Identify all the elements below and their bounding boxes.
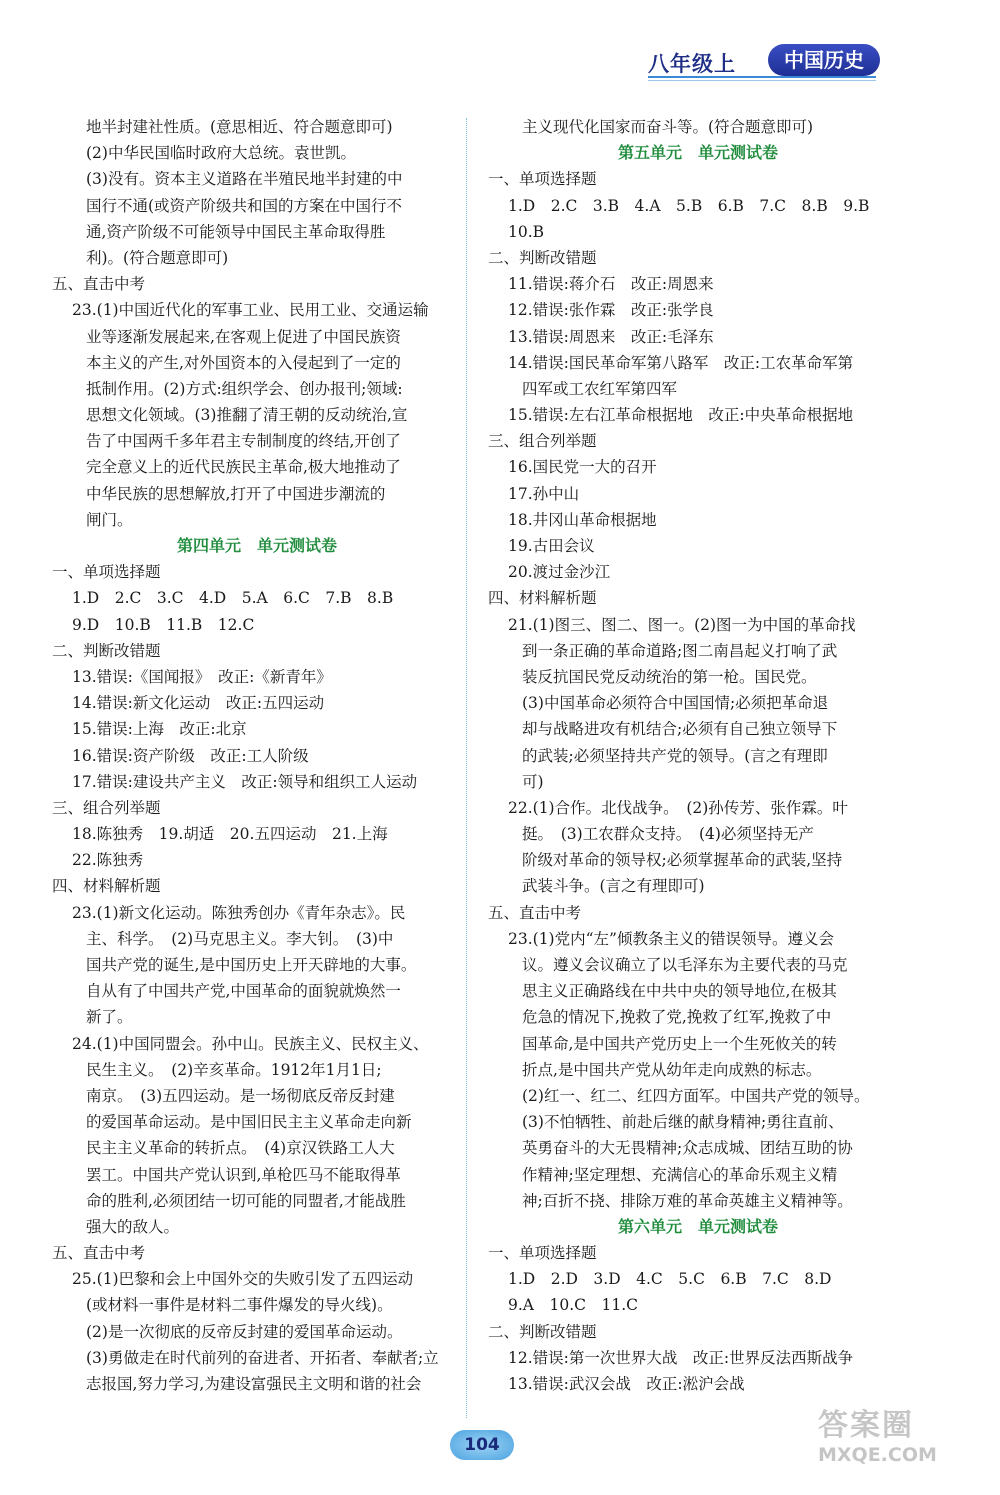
answer-line: (3)不怕牺牲、前赴后继的献身精神;勇往直前、	[522, 1113, 844, 1132]
answer-line: 23.(1)中国近代化的军事工业、民用工业、交通运输	[72, 301, 429, 320]
answer-line: 12.错误:第一次世界大战 改正:世界反法西斯战争	[508, 1348, 854, 1367]
header-grade: 八年级上	[648, 52, 736, 76]
section-heading: 一、单项选择题	[488, 170, 597, 189]
section-heading: 二、判断改错题	[52, 641, 161, 660]
answer-line: 的武装;必须坚持共产党的领导。(言之有理即	[522, 746, 828, 765]
answer-line: 思想文化领域。(3)推翻了清王朝的反动统治,宣	[86, 406, 408, 425]
answer-line: 25.(1)巴黎和会上中国外交的失败引发了五四运动	[72, 1270, 414, 1289]
answer-line: 22.(1)合作。北伐战争。 (2)孙传芳、张作霖。叶	[508, 798, 848, 817]
answer-line: 国共产党的诞生,是中国历史上开天辟地的大事。	[86, 956, 417, 974]
answer-line: 四军或工农红军第四军	[522, 379, 678, 398]
section-heading: 二、判断改错题	[488, 248, 597, 267]
answer-line: (2)是一次彻底的反帝反封建的爱国革命运动。	[86, 1322, 403, 1341]
answer-line: 地半封建社性质。(意思相近、符合题意即可)	[86, 118, 393, 136]
left-column	[52, 114, 462, 1397]
section-heading: 一、单项选择题	[488, 1244, 597, 1263]
page-number: 104	[450, 1430, 514, 1460]
section-heading: 一、单项选择题	[52, 563, 161, 582]
section-heading: 四、材料解析题	[488, 589, 597, 608]
answer-line: 23.(1)新文化运动。陈独秀创办《青年杂志》。民	[72, 903, 406, 922]
answer-line: 新了。	[86, 1008, 133, 1027]
answer-line: 13.错误:周恩来 改正:毛泽东	[508, 327, 714, 346]
answer-line: 主义现代化国家而奋斗等。(符合题意即可)	[522, 118, 814, 136]
answer-line: 21.(1)图三、图二、图一。(2)图一为中国的革命找	[508, 615, 856, 634]
answer-line: 17.孙中山	[508, 484, 580, 503]
answer-line: (或材料一事件是材料二事件爆发的导火线)。	[86, 1296, 393, 1315]
answer-line: (2)红一、红二、红四方面军。中国共产党的领导。	[522, 1086, 870, 1105]
unit-heading: 第五单元 单元测试卷	[617, 143, 778, 163]
watermark-logo	[818, 1400, 968, 1480]
answer-line: 14.错误:新文化运动 改正:五四运动	[72, 694, 325, 713]
answer-line: 9.A 10.C 11.C	[508, 1296, 639, 1315]
section-heading: 三、组合列举题	[52, 798, 161, 817]
answer-line: 10.B	[508, 222, 545, 241]
watermark-bottom-text: MXQE.COM	[818, 1444, 937, 1466]
answer-line: 装反抗国民党反动统治的第一枪。国民党。	[522, 667, 817, 686]
answer-line: 罢工。中国共产党认识到,单枪匹马不能取得革	[86, 1165, 401, 1184]
answer-line: 危急的情况下,挽救了党,挽救了红军,挽救了中	[522, 1008, 832, 1027]
answer-line: 通,资产阶级不可能领导中国民主革命取得胜	[86, 222, 386, 241]
answer-line: 的爱国革命运动。是中国旧民主主义革命走向新	[86, 1113, 412, 1132]
answer-line: 24.(1)中国同盟会。孙中山。民族主义、民权主义、	[72, 1034, 429, 1053]
answer-line: 国行不通(或资产阶级共和国的方案在中国行不	[86, 196, 403, 215]
answer-line: 到一条正确的革命道路;图二南昌起义打响了武	[522, 641, 838, 660]
answer-line: 16.错误:资产阶级 改正:工人阶级	[72, 746, 309, 765]
answer-line: 阶级对革命的领导权;必须掌握革命的武装,坚持	[522, 851, 843, 870]
answer-line: 却与战略进攻有机结合;必须有自己独立领导下	[522, 720, 838, 739]
answer-line: 武装斗争。(言之有理即可)	[522, 877, 705, 896]
answer-line: 南京。 (3)五四运动。是一场彻底反帝反封建	[86, 1086, 395, 1105]
answer-line: 抵制作用。(2)方式:组织学会、创办报刊;领域:	[86, 379, 403, 398]
answer-line: 强大的敌人。	[86, 1217, 180, 1236]
answer-line: 1.D 2.C 3.C 4.D 5.A 6.C 7.B 8.B	[72, 589, 394, 608]
unit-heading: 第六单元 单元测试卷	[617, 1216, 778, 1236]
answer-line: 13.错误:《国闻报》 改正:《新青年》	[72, 667, 332, 686]
answer-line: 中华民族的思想解放,打开了中国进步潮流的	[86, 484, 386, 503]
answer-line: 自从有了中国共产党,中国革命的面貌就焕然一	[86, 982, 401, 1001]
answer-line: 闸门。	[86, 510, 133, 529]
answer-line: 15.错误:左右江革命根据地 改正:中央革命根据地	[508, 406, 854, 425]
answer-line: (3)没有。资本主义道路在半殖民地半封建的中	[86, 170, 403, 189]
answer-line: 作精神;坚定理想、充满信心的革命乐观主义精	[522, 1165, 838, 1184]
section-heading: 二、判断改错题	[488, 1322, 597, 1341]
answer-line: 9.D 10.B 11.B 12.C	[72, 615, 255, 634]
answer-line: 可)	[522, 772, 544, 791]
section-heading: 三、组合列举题	[488, 432, 597, 451]
answer-line: 15.错误:上海 改正:北京	[72, 720, 247, 739]
answer-line: 民生主义。 (2)辛亥革命。1912年1月1日;	[86, 1060, 382, 1079]
answer-line: 利)。(符合题意即可)	[86, 248, 229, 267]
answer-line: 本主义的产生,对外国资本的入侵起到了一定的	[86, 353, 401, 372]
answer-line: 18.井冈山革命根据地	[508, 510, 657, 529]
answer-line: 23.(1)党内“左”倾教条主义的错误领导。遵义会	[508, 929, 834, 948]
answer-line: 14.错误:国民革命军第八路军 改正:工农革命军第	[508, 353, 854, 372]
answer-line: 18.陈独秀 19.胡适 20.五四运动 21.上海	[72, 825, 388, 844]
answer-line: 英勇奋斗的大无畏精神;众志成城、团结互助的协	[522, 1139, 853, 1158]
answer-line: 思主义正确路线在中共中央的领导地位,在极其	[522, 982, 837, 1001]
answer-line: 13.错误:武汉会战 改正:淞沪会战	[508, 1375, 745, 1393]
section-heading: 五、直击中考	[52, 1244, 146, 1263]
column-divider	[466, 118, 467, 1418]
section-heading: 四、材料解析题	[52, 877, 161, 896]
answer-line: 1.D 2.D 3.D 4.C 5.C 6.B 7.C 8.D	[508, 1270, 832, 1289]
header-rule-thin	[648, 80, 876, 81]
answer-line: 完全意义上的近代民族民主革命,极大地推动了	[86, 458, 401, 477]
answer-line: 12.错误:张作霖 改正:张学良	[508, 301, 714, 320]
answer-line: 19.古田会议	[508, 537, 595, 555]
answer-line: 命的胜利,必须团结一切可能的同盟者,才能战胜	[86, 1191, 406, 1210]
answer-line: 22.陈独秀	[72, 851, 144, 870]
answer-line: 挺。 (3)工农群众支持。 (4)必须坚持无产	[522, 825, 814, 844]
answer-line: (3)勇做走在时代前列的奋进者、开拓者、奉献者;立	[86, 1348, 439, 1367]
answer-line: 折点,是中国共产党从幼年走向成熟的标志。	[522, 1060, 822, 1079]
answer-line: 志报国,努力学习,为建设富强民主文明和谐的社会	[86, 1375, 422, 1393]
header-rule	[648, 76, 876, 78]
answer-line: 主、科学。 (2)马克思主义。李大钊。 (3)中	[86, 929, 394, 948]
answer-line: 民主主义革命的转折点。 (4)京汉铁路工人大	[86, 1139, 395, 1158]
answer-line: 神;百折不挠、排除万难的革命英雄主义精神等。	[522, 1191, 853, 1210]
answer-line: (2)中华民国临时政府大总统。袁世凯。	[86, 144, 356, 163]
unit-heading: 第四单元 单元测试卷	[176, 536, 337, 555]
answer-line: 1.D 2.C 3.B 4.A 5.B 6.B 7.C 8.B 9.B	[508, 196, 870, 215]
answer-line: 20.渡过金沙江	[508, 563, 611, 582]
right-column	[488, 114, 908, 1397]
answer-line: 告了中国两千多年君主专制制度的终结,开创了	[86, 432, 401, 451]
section-heading: 五、直击中考	[52, 275, 146, 294]
answer-line: 16.国民党一大的召开	[508, 458, 657, 477]
section-heading: 五、直击中考	[488, 903, 582, 922]
answer-line: 议。遵义会议确立了以毛泽东为主要代表的马克	[522, 956, 848, 974]
header-subject-badge: 中国历史	[768, 44, 880, 76]
watermark-top-text: 答案圈	[818, 1408, 914, 1443]
answer-line: 11.错误:蒋介石 改正:周恩来	[508, 275, 714, 294]
answer-line: 17.错误:建设共产主义 改正:领导和组织工人运动	[72, 772, 418, 791]
answer-line: (3)中国革命必须符合中国国情;必须把革命退	[522, 694, 829, 713]
answer-line: 国革命,是中国共产党历史上一个生死攸关的转	[522, 1034, 837, 1053]
answer-line: 业等逐渐发展起来,在客观上促进了中国民族资	[86, 327, 401, 346]
